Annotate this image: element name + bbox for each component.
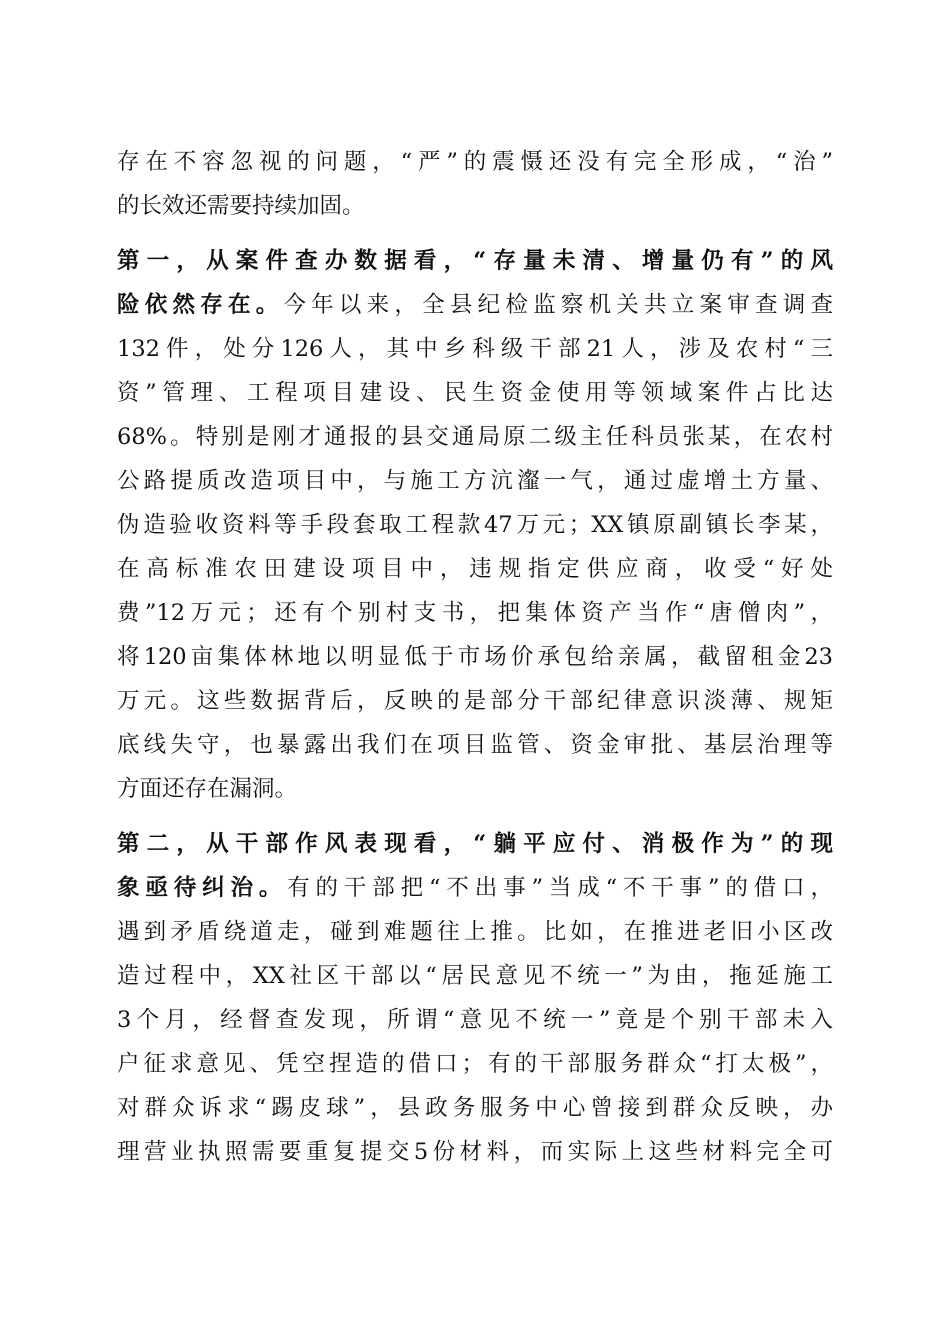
text-line: 理营业执照需要重复提交5份材料，而实际上这些材料完全可 xyxy=(117,1139,833,1165)
text-line: 遇到矛盾绕道走，碰到难题往上推。比如，在推进老旧小区改 xyxy=(117,919,833,945)
document-body xyxy=(117,140,833,1174)
text-line: 万元。这些数据背后，反映的是部分干部纪律意识淡薄、规矩 xyxy=(117,688,833,714)
text-line xyxy=(117,866,833,910)
text-fragment: 今年以来，全县纪检监察机关共立案审查调查 xyxy=(283,292,833,318)
text-fragment: 有的干部把“不出事”当成“不干事”的借口， xyxy=(287,875,833,901)
text-line: 费”12万元；还有个别村支书，把集体资产当作“唐僧肉”， xyxy=(117,600,833,626)
text-line: 将120亩集体林地以明显低于市场价承包给亲属，截留租金23 xyxy=(117,644,833,670)
paragraph-heading-end: 险依然存在。 xyxy=(117,292,284,318)
intro-paragraph xyxy=(117,140,833,228)
paragraph-heading-end: 象亟待纠治。 xyxy=(117,875,288,901)
text-line: 公路提质改造项目中，与施工方沆瀣一气，通过虚增土方量、 xyxy=(117,468,833,494)
paragraph-work-style xyxy=(117,822,833,1174)
text-line: 68%。特别是刚才通报的县交通局原二级主任科员张某，在农村 xyxy=(117,424,833,450)
text-line: 方面还存在漏洞。 xyxy=(117,776,298,802)
text-line: 在高标准农田建设项目中，违规指定供应商，收受“好处 xyxy=(117,556,833,582)
text-line: 132件，处分126人，其中乡科级干部21人，涉及农村“三 xyxy=(117,336,833,362)
paragraph-heading: 第二，从干部作风表现看，“躺平应付、消极作为”的现 xyxy=(117,831,833,857)
paragraph-case-data xyxy=(117,239,833,811)
text-line: 户征求意见、凭空捏造的借口；有的干部服务群众“打太极”， xyxy=(117,1051,833,1077)
paragraph-heading: 第一，从案件查办数据看，“存量未清、增量仍有”的风 xyxy=(117,248,833,274)
text-line: 伪造验收资料等手段套取工程款47万元；XX镇原副镇长李某， xyxy=(117,512,833,538)
text-line: 对群众诉求“踢皮球”，县政务服务中心曾接到群众反映，办 xyxy=(117,1095,833,1121)
text-line: 3个月，经督查发现，所谓“意见不统一”竟是个别干部未入 xyxy=(117,1007,833,1033)
text-line xyxy=(117,283,833,327)
text-line: 资”管理、工程项目建设、民生资金使用等领域案件占比达 xyxy=(117,380,833,406)
text-line: 底线失守，也暴露出我们在项目监管、资金审批、基层治理等 xyxy=(117,732,833,758)
text-line: 造过程中，XX社区干部以“居民意见不统一”为由，拖延施工 xyxy=(117,963,833,989)
text-line: 的长效还需要持续加固。 xyxy=(117,193,365,219)
text-line: 存在不容忽视的问题，“严”的震慑还没有完全形成，“治” xyxy=(117,149,833,175)
